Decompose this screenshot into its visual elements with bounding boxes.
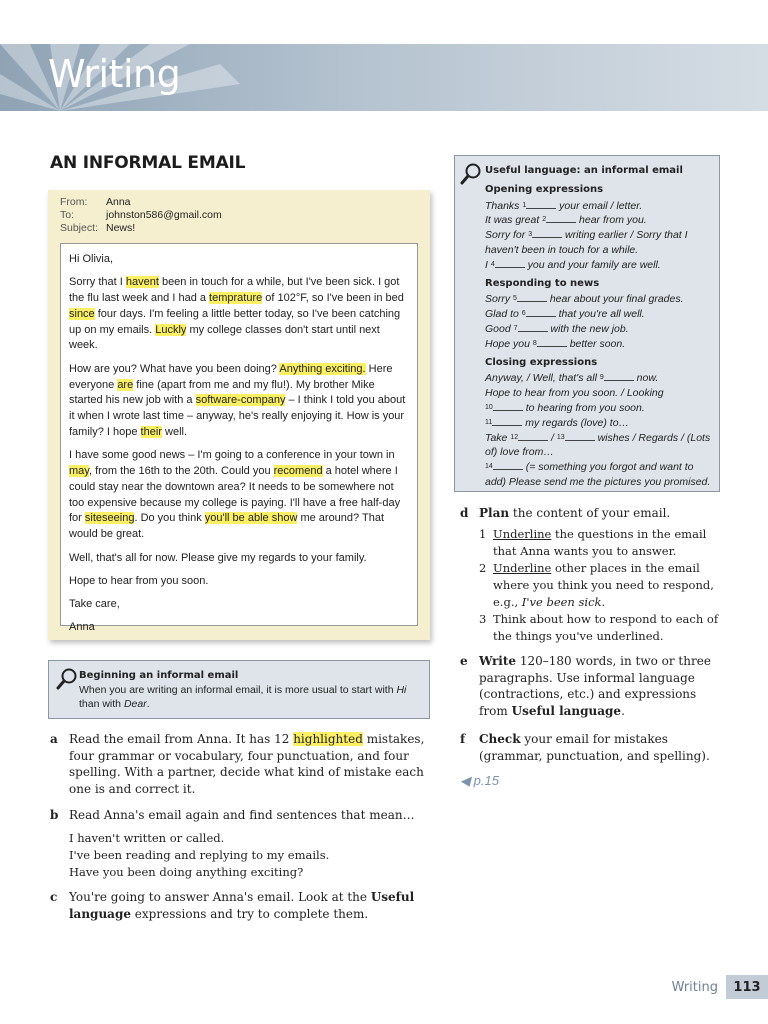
email-header [60,196,222,235]
exercise-letter: f [460,732,466,746]
email-signature: Anna [69,621,95,634]
email-body [60,243,418,634]
exercise-text: Read Anna's email again and find sentences that mean… [69,808,415,822]
highlighted-mistake: since [69,307,95,320]
exercise-text: You're going to answer Anna's email. Look at the Useful language expressions and try to complete them. [69,890,415,921]
page-footer [672,975,768,999]
exercise-f [460,731,720,764]
phrase-line: Hope you 8 better soon. [485,337,626,350]
email-paragraph-4: Well, that's all for now. Please give my regards to your family. [69,551,367,564]
email-paragraph-5: Hope to hear from you soon. [69,574,209,587]
highlighted-mistake: their [140,425,162,438]
phrase-line: 11 my regards (love) to… [485,416,630,429]
arrow-left-icon: ◀ [460,773,470,788]
highlighted-mistake: may [69,465,89,478]
phrase-line: Glad to 6 that you're all well. [485,308,645,321]
chapter-title: Writing [48,52,181,96]
exercise-d [460,505,720,645]
phrase-line: Thanks 1 your email / letter. [485,199,643,212]
phrase-line: Sorry 5 hear about your final grades. [485,293,684,306]
magnifier-icon [56,667,78,691]
highlighted-mistake: software-company [195,394,286,407]
exercise-c [50,889,430,922]
email-card [48,190,430,640]
phrase-line: Good 7 with the new job. [485,322,629,335]
section-title: AN INFORMAL EMAIL [50,153,246,173]
phrase-line: It was great 2 hear from you. [485,214,647,227]
page-reference-link[interactable]: ◀ p.15 [460,773,499,788]
footer-section: Writing [671,979,718,995]
exercise-letter: d [460,506,469,520]
subject-value: News! [106,222,136,234]
exercise-text: Write 120–180 words, in two or three paragraphs. Use informal language (contractions, etc.) and expressions from Useful language. [479,654,711,718]
email-closing: Take care, [69,598,120,611]
exercise-letter: c [50,890,58,904]
magnifier-icon [460,162,482,186]
tip-title: Beginning an informal email [79,670,239,681]
highlighted-mistake: you'll be able show [204,512,298,525]
exercise-letter: b [50,808,59,822]
highlighted-mistake: Luckly [155,323,187,336]
phrase-line: 10 to hearing from you soon. [485,401,645,414]
list-item: Have you been doing anything exciting? [69,864,304,879]
highlighted-mistake: havent [125,276,159,289]
email-paragraph-3: I have some good news – I'm going to a conference in your town in may, from the 16th to the 20th. Could you recomend a hotel where I could stay near the downtown area? It needs to be somewhere not too expensive because my college is paying. I'll have a free half-day for siteseeing. Do you think you'll be able show me around? That would be great. [69,449,401,541]
exercise-text: Check your email for mistakes (grammar, punctuation, and spelling). [479,732,710,763]
list-item: 2 Underline other places in the email where you think you need to respond, e.g., I've been sick. [479,560,714,609]
highlighted-mistake: temprature [209,292,263,305]
highlighted-mistake: siteseeing [84,512,135,525]
chapter-banner [0,44,768,111]
list-item: 3 Think about how to respond to each of the things you've underlined. [479,611,719,643]
responding-heading: Responding to news [485,277,600,289]
useful-language-title: Useful language: an informal email [485,165,683,176]
exercise-b [50,807,430,881]
highlighted-mistake: recomend [273,465,323,478]
closing-heading: Closing expressions [485,356,598,368]
list-item: 1 Underline the questions in the email that Anna wants you to answer. [479,526,707,558]
phrase-line: I 4 you and your family are well. [485,258,661,271]
phrase-line: Take 12 / 13 wishes / Regards / (Lots of) love from… [485,431,711,459]
page-number: 113 [726,975,768,999]
subject-label: Subject: [60,222,98,234]
from-value: Anna [106,196,131,208]
phrase-line: Anyway, / Well, that's all 9 now. [485,372,659,385]
list-item: I've been reading and replying to my emails. [69,847,330,862]
exercise-text: Read the email from Anna. It has 12 highlighted mistakes, four grammar or vocabulary, four punctuation, and four spelling. With a partner, decide what kind of mistake each one is and correct it. [69,732,425,796]
exercise-letter: a [50,732,58,746]
exercise-e [460,653,720,719]
highlighted-mistake: Anything exciting. [279,362,366,375]
exercise-a [50,731,430,797]
useful-language-box [454,155,720,492]
tip-box [48,660,430,719]
phrase-line: Sorry for 3 writing earlier / Sorry that I haven't been in touch for a while. [485,229,688,256]
to-label: To: [60,209,75,221]
email-greeting: Hi Olivia, [69,253,114,265]
highlighted-mistake: are [117,378,134,391]
email-paragraph-1: Sorry that I havent been in touch for a while, but I've been sick. I got the flu last week and I had a temprature of 102°F, so I've been in bed since four days. I'm feeling a little better today, so I've been catching up on my emails. Luckly my college classes don't start until next week. [69,276,404,352]
exercise-letter: e [460,654,468,668]
phrase-line: Hope to hear from you soon. / Looking [485,387,664,400]
to-value: johnston586@gmail.com [106,209,222,221]
opening-heading: Opening expressions [485,183,604,195]
exercise-text: Plan the content of your email. [479,506,671,520]
phrase-line: 14 (= something you forgot and want to add) Please send me the pictures you promised. [485,461,711,488]
list-item: I haven't written or called. [69,830,225,845]
email-paragraph-2: How are you? What have you been doing? Anything exciting. Here everyone are fine (apart from me and my flu!). My brother Mike started his new job with a software-company – I think I told you about it when I wrote last time – anyway, he's really enjoying it. How is your family? I hope their well. [69,362,406,438]
tip-text: When you are writing an informal email, it is more usual to start with Hi than with Dear. [79,684,407,710]
from-label: From: [60,196,88,208]
